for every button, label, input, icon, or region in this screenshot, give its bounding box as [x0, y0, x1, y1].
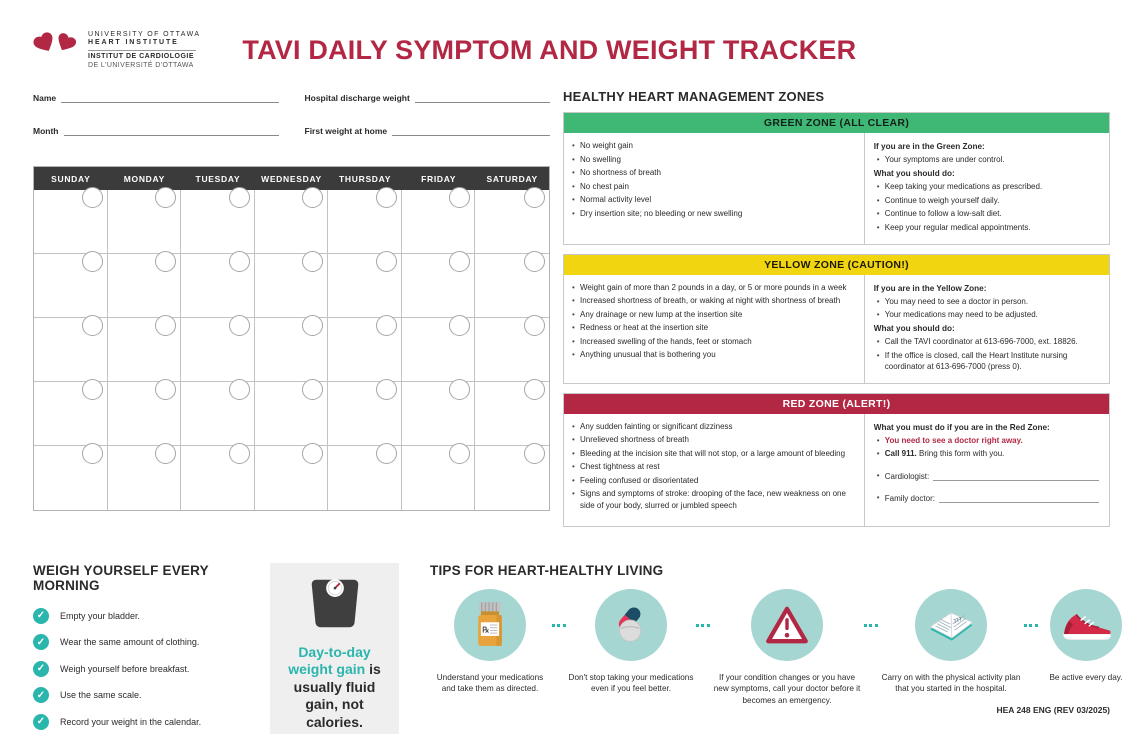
tips-row [430, 589, 1132, 706]
logo-line-4: DE L'UNIVERSITÉ D'OTTAWA [88, 61, 194, 69]
green-zone-actions [864, 133, 1109, 244]
calendar-header-row [34, 167, 549, 190]
dotted-connector [864, 624, 878, 627]
calendar-day-header: TUESDAY [195, 174, 241, 184]
yellow-zone-actions [864, 275, 1109, 383]
checklist-item-label: Record your weight in the calendar. [60, 716, 202, 727]
calendar-cell[interactable] [108, 318, 182, 382]
tip-caption: Don't stop taking your medications even if you feel better. [568, 672, 694, 694]
page-header [0, 0, 1135, 73]
calendar-cell[interactable] [181, 254, 255, 318]
calendar-day-header: FRIDAY [421, 174, 457, 184]
green-symptom-item: • Dry insertion site; no bleeding or new swelling [569, 208, 856, 219]
weight-entry-circle[interactable] [229, 187, 250, 208]
red-symptom-item: • Chest tightness at rest [569, 461, 856, 472]
patient-fields-left [33, 89, 279, 155]
calendar-cell[interactable] [34, 318, 108, 382]
weight-entry-circle[interactable] [376, 251, 397, 272]
logo-line-3: INSTITUT DE CARDIOLOGIE [88, 53, 194, 60]
cardiologist-label: • Cardiologist: [884, 472, 930, 482]
calendar-cell[interactable] [34, 446, 108, 510]
main-content [0, 73, 1135, 536]
family-doctor-input-line[interactable] [939, 494, 1099, 503]
bottom-section [0, 536, 1135, 734]
red-symptom-list [569, 421, 856, 511]
yellow-action-item: • If the office is closed, call the Heart Institute nursing coordinator at 613-696-7000 (press 0). [874, 350, 1099, 372]
bathroom-scale-icon [307, 617, 363, 634]
weight-entry-circle[interactable] [376, 443, 397, 464]
green-action-item: • Keep your regular medical appointments. [874, 222, 1099, 233]
running-shoe-icon [1050, 589, 1122, 661]
red-symptom-item: • Any sudden fainting or significant dizziness [569, 421, 856, 432]
calendar-cell[interactable] [255, 318, 329, 382]
family-doctor-label: • Family doctor: [884, 494, 935, 504]
tip-caption: Be active every day. [1049, 672, 1123, 682]
month-field [33, 122, 279, 136]
green-if-list [874, 154, 1099, 165]
weight-entry-circle[interactable] [82, 187, 103, 208]
fluid-gain-callout [270, 563, 399, 734]
calendar-day-header: SATURDAY [486, 174, 538, 184]
yellow-zone [563, 254, 1110, 384]
tip-be-active [1040, 589, 1132, 683]
first-weight-label: First weight at home [304, 126, 388, 136]
logo-line-1: UNIVERSITY OF OTTAWA [88, 30, 201, 38]
calendar-cell[interactable] [255, 254, 329, 318]
weight-entry-circle[interactable] [524, 251, 545, 272]
tip-caption: Carry on with the physical activity plan that you started in the hospital. [881, 672, 1021, 694]
green-action-item: • Keep taking your medications as prescribed. [874, 181, 1099, 192]
heart-institute-logo [33, 28, 200, 73]
page-title: TAVI DAILY SYMPTOM AND WEIGHT TRACKER [242, 35, 857, 65]
calendar-cell[interactable] [255, 382, 329, 446]
green-symptom-item: • Normal activity level [569, 194, 856, 205]
calendar-cell[interactable] [475, 446, 549, 510]
calendar-cell[interactable] [108, 446, 182, 510]
checklist-item-label: Wear the same amount of clothing. [60, 637, 200, 648]
green-zone-if-title: If you are in the Green Zone: [873, 142, 985, 151]
calendar-cell[interactable] [181, 382, 255, 446]
yellow-symptom-item: • Increased shortness of breath, or waking at night with shortness of breath [569, 295, 856, 306]
red-zone [563, 393, 1110, 527]
month-label: Month [33, 126, 59, 136]
weight-entry-circle[interactable] [229, 443, 250, 464]
tip-call-doctor [712, 589, 862, 706]
weight-entry-circle[interactable] [82, 251, 103, 272]
yellow-zone-if-title: If you are in the Yellow Zone: [873, 283, 987, 293]
document-code: HEA 248 ENG (REV 03/2025) [996, 705, 1110, 715]
weight-entry-circle[interactable] [449, 315, 470, 336]
heart-institute-logo-text [88, 31, 200, 71]
weight-entry-circle[interactable] [524, 443, 545, 464]
calendar-cell[interactable] [108, 254, 182, 318]
yellow-symptom-item: • Anything unusual that is bothering you [569, 349, 856, 360]
checklist-item [33, 687, 270, 703]
family-doctor-field [874, 494, 1099, 503]
calendar-cell[interactable] [328, 254, 402, 318]
red-zone-actions [864, 414, 1109, 526]
green-action-item: • Continue to weigh yourself daily. [874, 195, 1099, 206]
weight-entry-circle[interactable] [449, 443, 470, 464]
green-symptom-list [569, 140, 856, 219]
dotted-connector [696, 624, 710, 627]
tip-activity-plan [880, 589, 1022, 695]
checkmark-icon: ✓ [33, 661, 49, 677]
calendar-cell[interactable] [108, 382, 182, 446]
yellow-symptom-list [569, 282, 856, 361]
calendar-cell[interactable] [34, 190, 108, 254]
calendar-cell[interactable] [181, 190, 255, 254]
weight-entry-circle[interactable] [82, 443, 103, 464]
warning-triangle-icon [751, 589, 823, 661]
weight-entry-circle[interactable] [524, 187, 545, 208]
weight-entry-circle[interactable] [449, 379, 470, 400]
weight-entry-circle[interactable] [376, 187, 397, 208]
calendar-cell[interactable] [255, 190, 329, 254]
yellow-action-item: • You may need to see a doctor in person. [874, 296, 1099, 307]
yellow-symptom-item: • Weight gain of more than 2 pounds in a day, or 5 or more pounds in a week [569, 282, 856, 293]
weight-entry-circle[interactable] [376, 379, 397, 400]
dotted-connector [1024, 624, 1038, 627]
tip-caption: Understand your medications and take them as directed. [436, 672, 544, 694]
weight-entry-circle[interactable] [155, 187, 176, 208]
calendar-cell[interactable] [108, 190, 182, 254]
weigh-section [33, 563, 270, 734]
svg-text:???: ??? [953, 616, 963, 625]
calendar-cell[interactable] [402, 318, 476, 382]
weight-entry-circle[interactable] [524, 315, 545, 336]
red-action-see-doctor: • You need to see a doctor right away. [874, 435, 1099, 446]
weight-entry-circle[interactable] [155, 443, 176, 464]
weight-entry-circle[interactable] [82, 315, 103, 336]
green-zone-do-title: What you should do: [873, 169, 955, 179]
calendar-day-header: SUNDAY [51, 174, 91, 184]
green-symptom-item: • No swelling [569, 154, 856, 165]
green-symptom-item: • No chest pain [569, 181, 856, 192]
red-symptom-item: • Feeling confused or disorientated [569, 475, 856, 486]
month-input-line[interactable] [64, 124, 279, 136]
checklist-item [33, 634, 270, 650]
tip-caption: If your condition changes or you have new symptoms, call your doctor before it becomes an emergency. [713, 672, 861, 705]
green-action-item: • Continue to follow a low-salt diet. [874, 208, 1099, 219]
calendar-cell[interactable] [402, 254, 476, 318]
checkmark-icon: ✓ [33, 608, 49, 624]
red-symptom-item: • Bleeding at the incision site that will not stop, or a large amount of bleeding [569, 448, 856, 459]
cardiologist-input-line[interactable] [933, 472, 1099, 481]
logo-divider [88, 50, 196, 51]
calendar-cell[interactable] [328, 382, 402, 446]
calendar-cell[interactable] [402, 446, 476, 510]
zones-column [563, 89, 1110, 536]
yellow-zone-header: YELLOW ZONE (CAUTION!) [564, 255, 1109, 275]
yellow-symptom-item: • Increased swelling of the hands, feet or stomach [569, 336, 856, 347]
weight-entry-circle[interactable] [229, 315, 250, 336]
yellow-zone-symptoms [564, 275, 864, 383]
checklist-item-label: Weigh yourself before breakfast. [60, 663, 190, 674]
zones-heading: HEALTHY HEART MANAGEMENT ZONES [563, 89, 825, 104]
calendar-cell[interactable] [181, 446, 255, 510]
red-symptom-item: • Unrelieved shortness of breath [569, 434, 856, 445]
calendar-cell[interactable] [34, 382, 108, 446]
tips-heading: TIPS FOR HEART-HEALTHY LIVING [430, 562, 664, 578]
calendar-cell[interactable] [475, 190, 549, 254]
tip-dont-stop-medications [568, 589, 694, 695]
checklist-item [33, 714, 270, 730]
calendar-cell[interactable] [328, 318, 402, 382]
red-zone-must-do-title: What you must do if you are in the Red Zone: [873, 422, 1050, 432]
yellow-if-list [874, 296, 1099, 321]
calendar-column [33, 89, 550, 511]
weight-entry-circle[interactable] [155, 379, 176, 400]
calendar-day-header: WEDNESDAY [261, 174, 322, 184]
red-zone-symptoms [564, 414, 864, 526]
discharge-weight-field [305, 89, 551, 103]
calendar-cell[interactable] [475, 318, 549, 382]
dotted-connector [552, 624, 566, 627]
first-weight-field [305, 122, 551, 136]
weight-entry-circle[interactable] [302, 443, 323, 464]
checkmark-icon: ✓ [33, 634, 49, 650]
weight-entry-circle[interactable] [302, 379, 323, 400]
heart-institute-logo-icon [33, 28, 79, 73]
yellow-zone-do-title: What you should do: [873, 324, 955, 334]
weight-entry-circle[interactable] [449, 251, 470, 272]
weight-entry-circle[interactable] [376, 315, 397, 336]
name-field [33, 89, 279, 103]
patient-fields-right [305, 89, 551, 155]
calendar-cell[interactable] [475, 254, 549, 318]
first-weight-input-line[interactable] [392, 124, 550, 136]
calendar-cell[interactable] [34, 254, 108, 318]
red-zone-header: RED ZONE (ALERT!) [564, 394, 1109, 414]
red-action-call-911: • Call 911. Bring this form with you. [874, 448, 1099, 459]
discharge-weight-input-line[interactable] [415, 91, 550, 103]
calendar-cell[interactable] [402, 190, 476, 254]
green-zone [563, 112, 1110, 245]
fluid-gain-highlight: Day-to-day weight gain [288, 643, 371, 678]
calendar-day-header: THURSDAY [339, 174, 392, 184]
weight-entry-circle[interactable] [155, 251, 176, 272]
checklist-item-label: Empty your bladder. [60, 610, 141, 621]
weigh-heading: WEIGH YOURSELF EVERY MORNING [33, 562, 209, 593]
weight-entry-circle[interactable] [82, 379, 103, 400]
checkmark-icon: ✓ [33, 687, 49, 703]
red-symptom-item: • Signs and symptoms of stroke: drooping of the face, new weakness on one side of your body, slurred or jumbled speech [569, 488, 856, 510]
name-input-line[interactable] [61, 91, 278, 103]
calendar-day-header: MONDAY [123, 174, 165, 184]
yellow-zone-body [564, 275, 1109, 383]
pill-bottle-icon [454, 589, 526, 661]
weight-entry-circle[interactable] [524, 379, 545, 400]
tip-understand-medications [430, 589, 550, 695]
calendar-cell[interactable] [328, 190, 402, 254]
green-zone-body [564, 133, 1109, 244]
activity-plan-book-icon [915, 589, 987, 661]
weight-entry-circle[interactable] [229, 251, 250, 272]
checklist-item-label: Use the same scale. [60, 690, 142, 701]
green-action-item: • Your symptoms are under control. [874, 154, 1099, 165]
calendar-cell[interactable] [181, 318, 255, 382]
name-label: Name [33, 93, 57, 103]
weight-entry-circle[interactable] [449, 187, 470, 208]
logo-line-2: HEART INSTITUTE [88, 39, 179, 47]
weight-entry-circle[interactable] [302, 251, 323, 272]
calendar-cell[interactable] [402, 382, 476, 446]
patient-fields [33, 89, 550, 155]
weight-entry-circle[interactable] [155, 315, 176, 336]
cardiologist-field [874, 472, 1099, 481]
yellow-action-item: • Your medications may need to be adjusted. [874, 309, 1099, 320]
weight-calendar [33, 166, 550, 511]
checklist-item [33, 661, 270, 677]
green-do-list [874, 181, 1099, 233]
yellow-do-list [874, 336, 1099, 372]
weight-entry-circle[interactable] [229, 379, 250, 400]
fluid-gain-rest: is usually fluid gain, not calories. [293, 661, 381, 730]
green-symptom-item: • No shortness of breath [569, 167, 856, 178]
calendar-cell[interactable] [475, 382, 549, 446]
pills-icon [595, 589, 667, 661]
discharge-weight-label: Hospital discharge weight [304, 93, 410, 103]
weight-entry-circle[interactable] [302, 187, 323, 208]
yellow-symptom-item: • Any drainage or new lump at the insertion site [569, 309, 856, 320]
checklist-item [33, 608, 270, 624]
calendar-cell[interactable] [328, 446, 402, 510]
yellow-symptom-item: • Redness or heat at the insertion site [569, 322, 856, 333]
svg-text:℞: ℞ [482, 624, 490, 635]
weight-entry-circle[interactable] [302, 315, 323, 336]
red-action-list [874, 435, 1099, 460]
red-zone-body [564, 414, 1109, 526]
green-symptom-item: • No weight gain [569, 140, 856, 151]
tips-section [430, 563, 1132, 706]
fluid-gain-caption [279, 644, 390, 732]
calendar-body [34, 190, 549, 510]
checkmark-icon: ✓ [33, 714, 49, 730]
green-zone-header: GREEN ZONE (ALL CLEAR) [564, 113, 1109, 133]
green-zone-symptoms [564, 133, 864, 244]
calendar-cell[interactable] [255, 446, 329, 510]
yellow-action-item: • Call the TAVI coordinator at 613-696-7000, ext. 18826. [874, 336, 1099, 347]
